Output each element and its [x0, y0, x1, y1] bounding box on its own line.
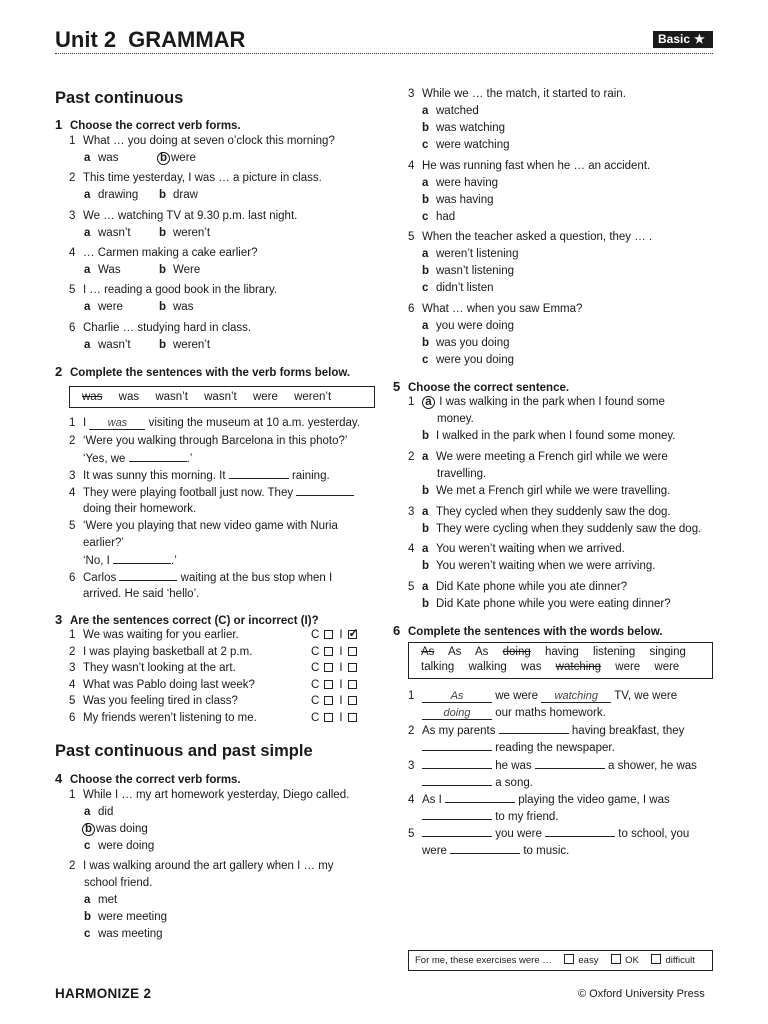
ex2-line4b: doing their homework.	[83, 503, 197, 515]
ex3-q1-choices[interactable]: C I✓	[311, 627, 363, 644]
word: weren’t	[294, 391, 332, 403]
section-heading: Past continuous and past simple	[55, 742, 313, 760]
word: wasn’t	[204, 391, 237, 403]
ex4-q1-opt-c[interactable]: c were doing	[84, 840, 155, 852]
answer-blank[interactable]: watching	[541, 691, 611, 703]
ex3-q1: 1 We was waiting for you earlier.	[69, 629, 239, 641]
ex6-line4: 4 As I playing the video game, I was	[408, 791, 670, 809]
exercise-4-heading: 4 Choose the correct verb forms.	[55, 771, 241, 786]
checkbox-ok[interactable]	[611, 954, 621, 964]
ex2-line5b: earlier?’	[83, 537, 124, 549]
ex4-q3-opt-a[interactable]: a watched	[422, 105, 479, 117]
answer-blank[interactable]	[545, 825, 615, 837]
ex2-line5c: ‘No, I .’	[83, 552, 177, 570]
ex1-q1-opt-b[interactable]: b were	[159, 150, 196, 167]
level-badge: Basic ★	[653, 31, 713, 48]
ex3-q2: 2 I was playing basketball at 2 p.m.	[69, 646, 253, 658]
ex4-q1-opt-b[interactable]: b was doing	[84, 821, 148, 838]
checkbox-c	[324, 663, 333, 672]
ex6-line3: 3 he was a shower, he was	[408, 757, 697, 775]
ex2-line6b: arrived. He said ‘hello’.	[83, 588, 200, 600]
checkbox-easy[interactable]	[564, 954, 574, 964]
answer-blank[interactable]	[119, 569, 177, 581]
ex3-q6: 6 My friends weren’t listening to me.	[69, 712, 257, 724]
answer-blank[interactable]	[422, 739, 492, 751]
ex5-s1-b[interactable]: b I walked in the park when I found some money.	[422, 430, 676, 442]
ex6-line4b: to my friend.	[422, 808, 558, 826]
ex1-q1-opt-a[interactable]: a was	[84, 152, 119, 164]
ex6-line5b: were to music.	[422, 842, 569, 860]
ex4-q2-cont: school friend.	[84, 877, 153, 889]
ex4-q1-opt-a[interactable]: a did	[84, 806, 114, 818]
ex6-line2: 2 As my parents having breakfast, they	[408, 722, 684, 740]
ex5-s3-b[interactable]: b They were cycling when they suddenly saw the dog.	[422, 523, 702, 535]
answer-blank[interactable]	[113, 552, 171, 564]
ex4-q4-opt-a[interactable]: a were having	[422, 177, 499, 189]
ex4-q4-opt-b[interactable]: b was having	[422, 194, 494, 206]
ex4-q6: 6 What … when you saw Emma?	[408, 303, 583, 315]
ex4-q2-opt-a[interactable]: a met	[84, 894, 118, 906]
footer-publisher: © Oxford University Press	[578, 988, 705, 1000]
ex1-q2-opt-b[interactable]: b draw	[159, 189, 198, 201]
ex2-line3: 3 It was sunny this morning. It raining.	[69, 467, 330, 485]
ex4-q2-opt-c[interactable]: c was meeting	[84, 928, 163, 940]
answer-blank[interactable]	[422, 808, 492, 820]
star-icon: ★	[694, 32, 705, 46]
answer-blank[interactable]	[499, 722, 569, 734]
answer-circle-icon: b	[82, 823, 95, 836]
ex3-q4-choices[interactable]: C I	[311, 677, 363, 694]
word-used: watching	[555, 661, 602, 673]
checkbox-c	[324, 647, 333, 656]
ex3-q3-choices[interactable]: C I	[311, 660, 363, 677]
word: As	[474, 646, 489, 658]
ex5-s3-a[interactable]: 3 a They cycled when they suddenly saw the dog.	[408, 506, 671, 518]
checkbox-i	[348, 647, 357, 656]
ex1-q1: 1 What … you doing at seven o’clock this morning?	[69, 135, 335, 147]
ex3-q2-choices[interactable]: C I	[311, 644, 363, 661]
ex5-s5-a[interactable]: 5 a Did Kate phone while you ate dinner?	[408, 581, 628, 593]
ex6-line5: 5 you were to school, you	[408, 825, 689, 843]
ex1-q4-opt-a[interactable]: a Was	[84, 264, 121, 276]
exercise-6-heading: 6 Complete the sentences with the words below.	[393, 623, 663, 638]
checkbox-i	[348, 663, 357, 672]
ex1-q2-opt-a[interactable]: a drawing	[84, 189, 139, 201]
answer-circle-icon: a	[422, 396, 435, 409]
word: talking	[421, 661, 455, 673]
ex5-s1-a[interactable]: 1 a I was walking in the park when I found some	[408, 396, 665, 408]
ex4-q1: 1 While I … my art homework yesterday, Diego called.	[69, 789, 350, 801]
ex2-line2: 2 ‘Were you walking through Barcelona in this photo?’	[69, 435, 348, 447]
ex1-q4: 4 … Carmen making a cake earlier?	[69, 247, 258, 259]
ex1-q4-opt-b[interactable]: b Were	[159, 264, 201, 276]
word: were	[252, 391, 278, 403]
ex3-q3: 3 They wasn’t looking at the art.	[69, 662, 236, 674]
word-box	[69, 386, 375, 408]
ex1-q2: 2 This time yesterday, I was … a picture in class.	[69, 172, 322, 184]
header-divider	[55, 53, 713, 54]
ex5-s1-a-cont: money.	[437, 413, 474, 425]
page-title: Unit 2 GRAMMAR	[55, 27, 246, 52]
answer-blank[interactable]	[450, 842, 520, 854]
exercise-5-heading: 5 Choose the correct sentence.	[393, 379, 570, 394]
ex5-s4-b[interactable]: b You weren’t waiting when we were arriving.	[422, 560, 656, 572]
word-used: doing	[502, 646, 531, 658]
ex1-q5-opt-a[interactable]: a were	[84, 301, 123, 313]
ex2-line5: 5 ‘Were you playing that new video game with Nuria	[69, 520, 338, 532]
ex4-q2-opt-b[interactable]: b were meeting	[84, 911, 168, 923]
ex2-line4: 4 They were playing football just now. They	[69, 484, 354, 502]
ex1-q6: 6 Charlie … studying hard in class.	[69, 322, 252, 334]
ex3-q5-choices[interactable]: C I	[311, 693, 363, 710]
ex5-s5-b[interactable]: b Did Kate phone while you were eating dinner?	[422, 598, 671, 610]
checkbox-c	[324, 630, 333, 639]
exercise-2-heading: 2 Complete the sentences with the verb forms below.	[55, 364, 351, 379]
word: was	[118, 391, 140, 403]
ex4-q3-opt-b[interactable]: b was watching	[422, 122, 506, 134]
ex2-line1: 1 I was visiting the museum at 10 a.m. yesterday.	[69, 417, 360, 429]
ex1-q5-opt-b[interactable]: b was	[159, 301, 194, 313]
word: was	[521, 661, 542, 673]
answer-blank[interactable]: was	[89, 418, 145, 430]
word-box	[408, 642, 713, 679]
ex6-line3b: a song.	[422, 774, 533, 792]
ex5-s4-a[interactable]: 4 a You weren’t waiting when we arrived.	[408, 543, 625, 555]
ex6-line1: 1 As we were watching TV, we were	[408, 690, 678, 702]
answer-blank[interactable]	[422, 825, 492, 837]
ex3-q4: 4 What was Pablo doing last week?	[69, 679, 255, 691]
answer-blank[interactable]	[296, 484, 354, 496]
ex4-q5-opt-a[interactable]: a weren’t listening	[422, 248, 519, 260]
ex1-q3-opt-b[interactable]: b weren’t	[159, 227, 211, 239]
word: having	[544, 646, 579, 658]
section-heading: Past continuous	[55, 89, 184, 107]
ex5-s2-a[interactable]: 2 a We were meeting a French girl while we were	[408, 451, 668, 463]
answer-blank[interactable]	[229, 467, 289, 479]
ex3-q5: 5 Was you feeling tired in class?	[69, 695, 238, 707]
ex4-q5: 5 When the teacher asked a question, they … .	[408, 231, 653, 243]
word: singing	[649, 646, 686, 658]
checkbox-i	[348, 713, 357, 722]
answer-blank[interactable]	[445, 791, 515, 803]
checkbox-c	[324, 680, 333, 689]
footer-brand: HARMONIZE 2	[55, 986, 152, 1001]
ex4-q3: 3 While we … the match, it started to rain.	[408, 88, 626, 100]
ex4-q2: 2 I was walking around the art gallery when I … my	[69, 860, 334, 872]
checkbox-i-checked-icon	[348, 630, 357, 639]
ex1-q6-opt-b[interactable]: b weren’t	[159, 339, 211, 351]
answer-circle-icon: b	[157, 152, 170, 165]
checkbox-difficult[interactable]	[651, 954, 661, 964]
ex4-q3-opt-c[interactable]: c were watching	[422, 139, 510, 151]
word-used: was	[82, 391, 103, 403]
answer-blank[interactable]	[535, 757, 605, 769]
ex4-q4: 4 He was running fast when he … an accident.	[408, 160, 651, 172]
ex6-line2b: reading the newspaper.	[422, 739, 615, 757]
ex4-q5-opt-b[interactable]: b wasn’t listening	[422, 265, 514, 277]
checkbox-i	[348, 696, 357, 705]
ex5-s2-b[interactable]: b We met a French girl while we were travelling.	[422, 485, 671, 497]
answer-blank[interactable]	[422, 757, 492, 769]
word-used: As	[421, 646, 435, 658]
answer-blank[interactable]	[129, 450, 187, 462]
ex4-q5-opt-c[interactable]: c didn’t listen	[422, 282, 494, 294]
word: wasn’t	[155, 391, 188, 403]
checkbox-c	[324, 713, 333, 722]
self-assessment-box: For me, these exercises were … easy OK difficult	[408, 950, 713, 971]
ex1-q6-opt-a[interactable]: a wasn’t	[84, 339, 131, 351]
ex4-q6-opt-a[interactable]: a you were doing	[422, 320, 514, 332]
ex6-line1b: doing our maths homework.	[422, 705, 606, 722]
ex4-q4-opt-c[interactable]: c had	[422, 211, 456, 223]
exercise-1-heading: 1 Choose the correct verb forms.	[55, 117, 241, 132]
ex1-q3: 3 We … watching TV at 9.30 p.m. last night.	[69, 210, 298, 222]
ex1-q5: 5 I … reading a good book in the library.	[69, 284, 278, 296]
ex1-q3-opt-a[interactable]: a wasn’t	[84, 227, 131, 239]
checkbox-c	[324, 696, 333, 705]
checkbox-i	[348, 680, 357, 689]
word: walking	[468, 661, 507, 673]
ex5-s2-a-cont: travelling.	[437, 468, 487, 480]
answer-blank[interactable]: doing	[422, 708, 492, 720]
word: listening	[593, 646, 636, 658]
word: were	[654, 661, 680, 673]
answer-blank[interactable]	[422, 774, 492, 786]
exercise-3-heading: 3 Are the sentences correct (C) or incorrect (I)?	[55, 612, 319, 627]
ex3-q6-choices[interactable]: C I	[311, 710, 363, 727]
word: were	[615, 661, 641, 673]
ex4-q6-opt-c[interactable]: c were you doing	[422, 354, 514, 366]
word: As	[447, 646, 462, 658]
ex2-line2b: ‘Yes, we .’	[83, 450, 192, 468]
ex2-line6: 6 Carlos waiting at the bus stop when I	[69, 569, 332, 587]
ex4-q6-opt-b[interactable]: b was you doing	[422, 337, 510, 349]
answer-blank[interactable]: As	[422, 691, 492, 703]
